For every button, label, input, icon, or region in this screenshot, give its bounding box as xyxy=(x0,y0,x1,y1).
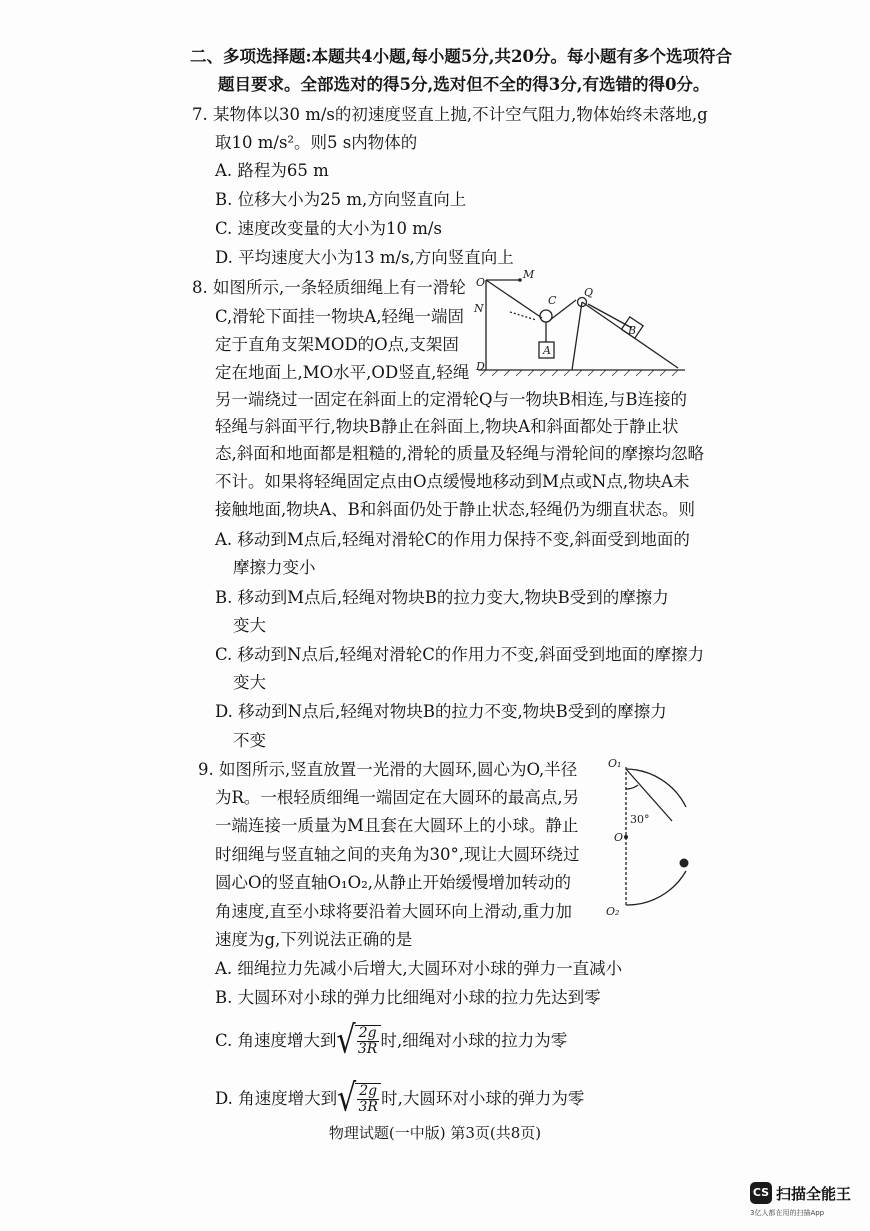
q9-stem-line7: 速度为g,下列说法正确的是 xyxy=(215,930,413,949)
q9-option-c-suffix: 时,细绳对小球的拉力为零 xyxy=(380,1031,568,1050)
fraction-denominator: 3R xyxy=(357,1041,378,1057)
label-o: O xyxy=(476,276,486,289)
q8-stem-line3: 定于直角支架MOD的O点,支架固 xyxy=(215,335,459,354)
q7-option-b: B. 位移大小为25 m,方向竖直向上 xyxy=(215,190,467,209)
q7-stem-line1: 7. 某物体以30 m/s的初速度竖直上抛,不计空气阻力,物体始终未落地,g xyxy=(192,105,708,124)
q9-stem-line4: 时细绳与竖直轴之间的夹角为30°,现让大圆环绕过 xyxy=(215,845,580,864)
q9-stem-line2: 为R。一根轻质细绳一端固定在大圆环的最高点,另 xyxy=(215,788,580,807)
q8-stem-line8: 不计。如果将轻绳固定点由O点缓慢地移动到M点或N点,物块A未 xyxy=(215,472,690,491)
sqrt-icon: √ xyxy=(337,1076,357,1121)
fraction-numerator: 2g xyxy=(358,1025,377,1041)
section-heading-line1: 二、多项选择题:本题共4小题,每小题5分,共20分。每小题有多个选项符合 xyxy=(190,47,733,66)
section-heading-line2: 题目要求。全部选对的得5分,选对但不全的得3分,有选错的得0分。 xyxy=(218,75,710,94)
q9-option-a: A. 细绳拉力先减小后增大,大圆环对小球的弹力一直减小 xyxy=(215,959,623,978)
fraction-denominator: 3R xyxy=(358,1099,378,1115)
q8-option-a-line1: A. 移动到M点后,轻绳对滑轮C的作用力保持不变,斜面受到地面的 xyxy=(215,530,690,549)
label-a: A xyxy=(543,344,551,357)
label-c: C xyxy=(548,294,557,307)
q8-option-d-line1: D. 移动到N点后,轻绳对物块B的拉力不变,物块B受到的摩擦力 xyxy=(215,702,667,721)
label-b: B xyxy=(628,324,637,337)
q9-figure xyxy=(602,755,702,920)
q9-option-d xyxy=(215,1076,585,1121)
q8-stem-line6: 轻绳与斜面平行,物块B静止在斜面上,物块A和斜面都处于静止状 xyxy=(215,417,679,436)
q9-option-c xyxy=(215,1018,568,1063)
q8-option-d-line2: 不变 xyxy=(233,731,266,750)
q8-option-c-line2: 变大 xyxy=(233,673,266,692)
scanner-watermark xyxy=(750,1182,860,1222)
q9-option-d-fraction xyxy=(355,1083,381,1115)
sqrt-icon: √ xyxy=(336,1018,356,1063)
camscanner-logo-icon: CS xyxy=(750,1182,772,1204)
q8-stem-line2: C,滑轮下面挂一物块A,轻绳一端固 xyxy=(215,307,464,326)
q8-option-b-line1: B. 移动到M点后,轻绳对物块B的拉力变大,物块B受到的摩擦力 xyxy=(215,588,669,607)
q9-option-b: B. 大圆环对小球的弹力比细绳对小球的拉力先达到零 xyxy=(215,988,601,1007)
q8-stem-line5: 另一端绕过一固定在斜面上的定滑轮Q与一物块B相连,与B连接的 xyxy=(215,390,688,409)
q7-option-c: C. 速度改变量的大小为10 m/s xyxy=(215,219,442,238)
q9-stem-line1: 9. 如图所示,竖直放置一光滑的大圆环,圆心为O,半径 xyxy=(198,760,578,779)
q9-stem-line3: 一端连接一质量为M且套在大圆环上的小球。静止 xyxy=(215,816,579,835)
q9-option-d-prefix: D. 角速度增大到 xyxy=(215,1089,338,1108)
q8-stem-line4: 定在地面上,MO水平,OD竖直,轻绳 xyxy=(215,363,470,382)
label-q: Q xyxy=(584,286,594,299)
small-ball xyxy=(680,859,689,868)
label-d: D xyxy=(476,360,485,373)
q9-option-c-prefix: C. 角速度增大到 xyxy=(215,1031,337,1050)
q9-stem-line5: 圆心O的竖直轴O₁O₂,从静止开始缓慢增加转动的 xyxy=(215,873,572,892)
q9-option-d-sqrt xyxy=(337,1076,381,1121)
label-angle: 30° xyxy=(630,813,650,826)
label-m: M xyxy=(523,268,535,281)
q8-stem-line9: 接触地面,物块A、B和斜面仍处于静止状态,轻绳仍为绷直状态。则 xyxy=(215,500,696,519)
label-o: O xyxy=(614,831,624,844)
q9-stem-line6: 角速度,直至小球将要沿着大圆环向上滑动,重力加 xyxy=(215,902,572,921)
q8-option-a-line2: 摩擦力变小 xyxy=(233,558,316,577)
label-o2: O₂ xyxy=(606,905,620,918)
q8-figure xyxy=(470,266,695,382)
q9-option-c-sqrt xyxy=(336,1018,381,1063)
q9-option-c-fraction xyxy=(355,1025,381,1057)
point-m-marker xyxy=(518,278,522,282)
q8-option-c-line1: C. 移动到N点后,轻绳对滑轮C的作用力不变,斜面受到地面的摩擦力 xyxy=(215,645,705,664)
watermark-subtitle: 3亿人都在用的扫描App xyxy=(750,1209,825,1217)
q7-option-d: D. 平均速度大小为13 m/s,方向竖直向上 xyxy=(215,248,514,267)
watermark-name: 扫描全能王 xyxy=(776,1185,852,1203)
fraction-numerator: 2g xyxy=(359,1083,378,1099)
q8-stem-line1: 8. 如图所示,一条轻质细绳上有一滑轮 xyxy=(192,278,466,297)
q8-stem-line7: 态,斜面和地面都是粗糙的,滑轮的质量及轻绳与滑轮间的摩擦均忽略 xyxy=(215,444,704,463)
label-n: N xyxy=(474,302,484,315)
label-o1: O₁ xyxy=(608,757,622,770)
q7-stem-line2: 取10 m/s²。则5 s内物体的 xyxy=(215,133,418,152)
q7-option-a: A. 路程为65 m xyxy=(215,161,329,180)
center-point xyxy=(624,835,628,839)
q9-option-d-suffix: 时,大圆环对小球的弹力为零 xyxy=(381,1089,585,1108)
page-footer: 物理试题(一中版) 第3页(共8页) xyxy=(328,1124,542,1142)
q8-option-b-line2: 变大 xyxy=(233,616,266,635)
